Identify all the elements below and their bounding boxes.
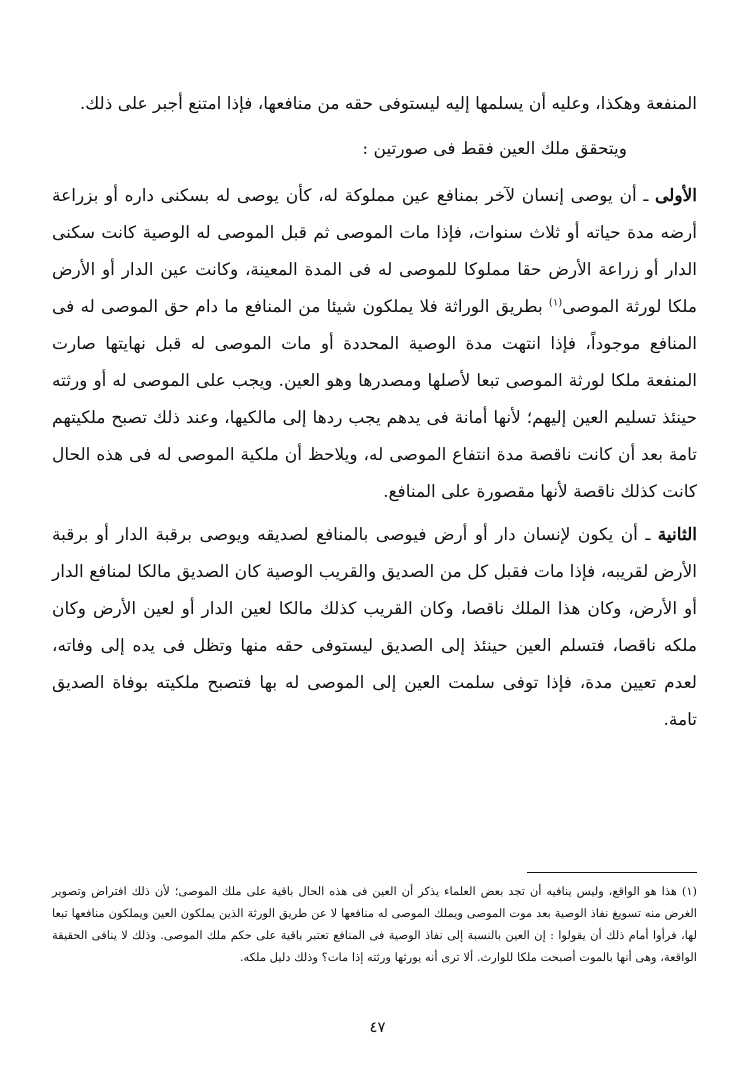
paragraph-second-case xyxy=(52,517,697,739)
footnotes xyxy=(52,880,697,968)
second-case-text: ـ أن يكون لإنسان دار أو أرض فيوصى بالمنافع لصديقه ويوصى برقبة الدار أو برقبة الأرض لقريبه، فإذا مات فقبل كل من الصديق والقريب الوصية كان الصديق مالكا لمنافع الدار أو الأرض، وكان هذا الملك ناقصا، وكان القريب كذلك مالكا لعين الدار أو لعين الأرض وكان ملكه ناقصا، فتسلم العين حينئذ إلى الصديق ليستوفى حقه منها وتظل فى يده إلى وفاته، لعدم تعيين مدة، فإذا توفى سلمت العين إلى الموصى له بها فتصبح ملكيته بوفاة الصديق تامة. xyxy=(52,525,697,730)
second-case-heading: الثانية xyxy=(657,525,697,545)
page-number: ٤٧ xyxy=(369,1018,386,1036)
paragraph-section-intro: ويتحقق ملك العين فقط فى صورتين : xyxy=(362,139,627,159)
first-case-text-b: بطريق الوراثة فلا يملكون شيئا من المنافع ما دام حق الموصى له فى المنافع موجوداً، فإذا انتهت مدة الوصية المحددة أو مات الموصى له قبل نهايتها صارت المنفعة ملكا لورثة الموصى تبعا لأصلها ومصدرها وهو العين. ويجب على الموصى له أو ورثته حينئذ تسليم العين إليهم؛ لأنها أمانة فى يدهم يجب ردها إلى مالكيها، وعند ذلك تصبح ملكيتهم تامة بعد أن كانت ناقصة مدة انتفاع الموصى له، ويلاحظ أن ملكية الموصى له فى هذه الحال كانت كذلك ناقصة لأنها مقصورة على المنافع. xyxy=(52,297,697,502)
first-case-heading: الأولى xyxy=(655,186,697,206)
paragraph-continuation: المنفعة وهكذا، وعليه أن يسلمها إليه ليستوفى حقه من منافعها، فإذا امتنع أجبر على ذلك. xyxy=(79,94,697,114)
paragraph-first-case xyxy=(52,178,697,511)
footnote-separator xyxy=(527,872,697,873)
footnote-1: (١) هذا هو الواقع، وليس ينافيه أن تجد بعض العلماء يذكر أن العين فى هذه الحال باقية على ملك الموصى؛ لأن ذلك افتراض وتصوير الغرض منه تسويغ نفاذ الوصية بعد موت الموصى ويملك الموصى له منافعها لا عن طريق الورثة الذين يملكون العين ويملكون منافعها تبعا لها، فرأوا أمام ذلك أن يقولوا : إن العين بالنسبة إلى نفاذ الوصية فى المنافع تعتبر باقية على حكم ملك الموصى. وذلك لا ينافى الحقيقة الواقعة، وهى أنها بالموت أصبحت ملكا للوارث. ألا ترى أنه يورثها ورثته إذا مات؟ وذلك دليل ملكه. xyxy=(52,884,697,964)
first-case-text-a: ـ أن يوصى إنسان لآخر بمنافع عين مملوكة له، كأن يوصى له بسكنى داره أو بزراعة أرضه مدة حياته أو ثلاث سنوات، فإذا مات الموصى ثم قبل الموصى له الوصية كانت سكنى الدار أو زراعة الأرض حقا مملوكا للموصى له فى المدة المعينة، وكانت عين الدار أو الأرض ملكا لورثة الموصى xyxy=(52,186,697,317)
footnote-reference[interactable]: (١) xyxy=(548,297,563,309)
